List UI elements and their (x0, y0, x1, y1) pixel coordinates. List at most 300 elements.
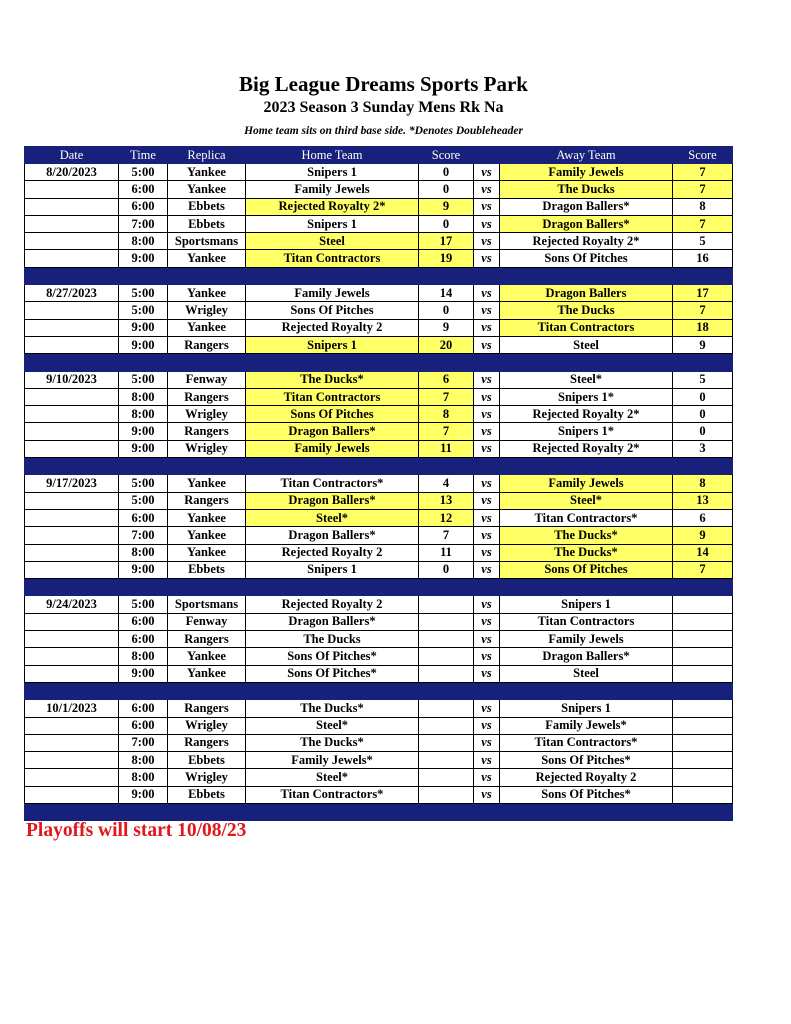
home-team-cell: Family Jewels (246, 440, 419, 457)
week-separator (25, 354, 733, 371)
vs-cell: vs (474, 509, 500, 526)
home-score-cell (419, 769, 474, 786)
vs-cell: vs (474, 786, 500, 803)
time-cell: 8:00 (119, 406, 168, 423)
away-score-cell: 7 (673, 181, 733, 198)
date-cell (25, 440, 119, 457)
field-cell: Ebbets (168, 752, 246, 769)
time-cell: 5:00 (119, 492, 168, 509)
away-team-cell: Snipers 1* (500, 423, 673, 440)
away-team-cell: Family Jewels (500, 475, 673, 492)
col-header-away-score: Score (673, 147, 733, 164)
date-cell (25, 388, 119, 405)
vs-cell: vs (474, 440, 500, 457)
vs-cell: vs (474, 769, 500, 786)
away-team-cell: Family Jewels* (500, 717, 673, 734)
home-team-cell: Sons Of Pitches (246, 406, 419, 423)
time-cell: 5:00 (119, 596, 168, 613)
away-team-cell: Titan Contractors* (500, 734, 673, 751)
time-cell: 8:00 (119, 648, 168, 665)
away-score-cell: 9 (673, 336, 733, 353)
field-cell: Ebbets (168, 786, 246, 803)
table-row (25, 700, 733, 717)
home-team-cell: Dragon Ballers* (246, 613, 419, 630)
vs-cell: vs (474, 596, 500, 613)
vs-cell: vs (474, 734, 500, 751)
home-score-cell: 7 (419, 423, 474, 440)
table-row (25, 717, 733, 734)
date-cell (25, 250, 119, 267)
vs-cell: vs (474, 752, 500, 769)
home-team-cell: Rejected Royalty 2 (246, 596, 419, 613)
time-cell: 9:00 (119, 665, 168, 682)
away-score-cell (673, 648, 733, 665)
home-team-cell: Dragon Ballers* (246, 527, 419, 544)
vs-cell: vs (474, 423, 500, 440)
home-team-cell: The Ducks* (246, 734, 419, 751)
field-cell: Rangers (168, 336, 246, 353)
away-team-cell: Snipers 1 (500, 596, 673, 613)
table-row (25, 752, 733, 769)
table-row (25, 388, 733, 405)
away-score-cell: 0 (673, 388, 733, 405)
field-cell: Rangers (168, 388, 246, 405)
vs-cell: vs (474, 613, 500, 630)
date-cell (25, 527, 119, 544)
time-cell: 9:00 (119, 336, 168, 353)
date-cell (25, 717, 119, 734)
away-score-cell: 5 (673, 371, 733, 388)
home-team-cell: Sons Of Pitches* (246, 648, 419, 665)
home-score-cell: 11 (419, 544, 474, 561)
field-cell: Wrigley (168, 440, 246, 457)
vs-cell: vs (474, 285, 500, 302)
field-cell: Yankee (168, 250, 246, 267)
away-score-cell (673, 700, 733, 717)
vs-cell: vs (474, 319, 500, 336)
table-row (25, 371, 733, 388)
home-team-cell: Family Jewels* (246, 752, 419, 769)
home-team-cell: Snipers 1 (246, 336, 419, 353)
home-team-cell: Steel* (246, 769, 419, 786)
table-row (25, 440, 733, 457)
field-cell: Ebbets (168, 198, 246, 215)
home-score-cell (419, 786, 474, 803)
field-cell: Sportsmans (168, 233, 246, 250)
away-team-cell: Snipers 1* (500, 388, 673, 405)
page-title: Big League Dreams Sports Park (239, 72, 528, 96)
field-cell: Yankee (168, 475, 246, 492)
away-team-cell: Steel* (500, 492, 673, 509)
week-separator (25, 803, 733, 820)
away-score-cell: 7 (673, 215, 733, 232)
vs-cell: vs (474, 475, 500, 492)
week-separator (25, 579, 733, 596)
date-cell (25, 198, 119, 215)
vs-cell: vs (474, 181, 500, 198)
week-separator (25, 458, 733, 475)
vs-cell: vs (474, 250, 500, 267)
away-team-cell: Dragon Ballers (500, 285, 673, 302)
vs-cell: vs (474, 164, 500, 181)
away-team-cell: Steel* (500, 371, 673, 388)
date-cell (25, 406, 119, 423)
home-team-cell: Rejected Royalty 2* (246, 198, 419, 215)
time-cell: 6:00 (119, 509, 168, 526)
field-cell: Rangers (168, 492, 246, 509)
date-cell (25, 631, 119, 648)
away-team-cell: Titan Contractors* (500, 509, 673, 526)
home-score-cell: 19 (419, 250, 474, 267)
field-cell: Yankee (168, 544, 246, 561)
table-row (25, 492, 733, 509)
table-row (25, 285, 733, 302)
time-cell: 8:00 (119, 544, 168, 561)
time-cell: 8:00 (119, 388, 168, 405)
time-cell: 5:00 (119, 475, 168, 492)
away-score-cell (673, 734, 733, 751)
home-score-cell: 12 (419, 509, 474, 526)
date-cell: 8/27/2023 (25, 285, 119, 302)
field-cell: Yankee (168, 285, 246, 302)
home-team-cell: The Ducks* (246, 371, 419, 388)
date-cell (25, 215, 119, 232)
date-cell (25, 786, 119, 803)
vs-cell: vs (474, 336, 500, 353)
field-cell: Yankee (168, 181, 246, 198)
home-team-cell: Titan Contractors (246, 250, 419, 267)
col-header-home-team: Home Team (246, 147, 419, 164)
col-header-date: Date (25, 147, 119, 164)
home-score-cell (419, 631, 474, 648)
schedule-body (25, 164, 733, 821)
vs-cell: vs (474, 527, 500, 544)
away-score-cell (673, 596, 733, 613)
table-row (25, 198, 733, 215)
table-row (25, 527, 733, 544)
away-team-cell: Sons Of Pitches (500, 561, 673, 578)
vs-cell: vs (474, 406, 500, 423)
table-row (25, 475, 733, 492)
schedule-table (24, 146, 733, 821)
home-team-cell: Snipers 1 (246, 215, 419, 232)
home-team-cell: Steel* (246, 509, 419, 526)
time-cell: 9:00 (119, 250, 168, 267)
week-separator (25, 682, 733, 699)
time-cell: 8:00 (119, 233, 168, 250)
away-team-cell: Rejected Royalty 2* (500, 440, 673, 457)
date-cell (25, 613, 119, 630)
away-team-cell: The Ducks (500, 181, 673, 198)
home-team-cell: Steel* (246, 717, 419, 734)
vs-cell: vs (474, 700, 500, 717)
field-cell: Rangers (168, 734, 246, 751)
away-score-cell: 3 (673, 440, 733, 457)
vs-cell: vs (474, 648, 500, 665)
field-cell: Yankee (168, 319, 246, 336)
away-score-cell: 9 (673, 527, 733, 544)
away-score-cell (673, 769, 733, 786)
away-team-cell: Dragon Ballers* (500, 198, 673, 215)
table-row (25, 786, 733, 803)
date-cell (25, 561, 119, 578)
page-subtitle: 2023 Season 3 Sunday Mens Rk Na (263, 99, 504, 116)
home-team-cell: Family Jewels (246, 285, 419, 302)
away-team-cell: Family Jewels (500, 164, 673, 181)
field-cell: Rangers (168, 423, 246, 440)
away-team-cell: Family Jewels (500, 631, 673, 648)
away-score-cell: 0 (673, 406, 733, 423)
table-row (25, 665, 733, 682)
time-cell: 9:00 (119, 319, 168, 336)
table-row (25, 509, 733, 526)
away-score-cell: 13 (673, 492, 733, 509)
vs-cell: vs (474, 631, 500, 648)
home-score-cell (419, 752, 474, 769)
vs-cell: vs (474, 717, 500, 734)
home-score-cell: 17 (419, 233, 474, 250)
time-cell: 7:00 (119, 734, 168, 751)
home-score-cell: 13 (419, 492, 474, 509)
date-cell (25, 181, 119, 198)
away-score-cell: 14 (673, 544, 733, 561)
time-cell: 5:00 (119, 371, 168, 388)
home-team-cell: Snipers 1 (246, 164, 419, 181)
table-row (25, 406, 733, 423)
home-team-cell: Titan Contractors* (246, 475, 419, 492)
time-cell: 5:00 (119, 164, 168, 181)
field-cell: Fenway (168, 613, 246, 630)
time-cell: 9:00 (119, 786, 168, 803)
table-row (25, 648, 733, 665)
home-team-cell: Rejected Royalty 2 (246, 319, 419, 336)
date-cell (25, 319, 119, 336)
away-team-cell: Sons Of Pitches (500, 250, 673, 267)
date-cell: 9/10/2023 (25, 371, 119, 388)
away-score-cell (673, 786, 733, 803)
home-score-cell: 6 (419, 371, 474, 388)
away-score-cell: 7 (673, 302, 733, 319)
table-row (25, 250, 733, 267)
date-cell (25, 665, 119, 682)
home-score-cell: 9 (419, 198, 474, 215)
time-cell: 6:00 (119, 700, 168, 717)
home-score-cell: 4 (419, 475, 474, 492)
away-team-cell: The Ducks* (500, 527, 673, 544)
home-score-cell: 0 (419, 215, 474, 232)
time-cell: 6:00 (119, 631, 168, 648)
vs-cell: vs (474, 492, 500, 509)
date-cell (25, 752, 119, 769)
home-score-cell: 14 (419, 285, 474, 302)
home-score-cell: 0 (419, 181, 474, 198)
table-row (25, 734, 733, 751)
home-team-cell: The Ducks* (246, 700, 419, 717)
date-cell (25, 302, 119, 319)
away-team-cell: Rejected Royalty 2* (500, 233, 673, 250)
home-score-cell (419, 665, 474, 682)
home-score-cell (419, 734, 474, 751)
away-team-cell: Titan Contractors (500, 319, 673, 336)
vs-cell: vs (474, 302, 500, 319)
home-score-cell: 8 (419, 406, 474, 423)
vs-cell: vs (474, 371, 500, 388)
away-score-cell: 18 (673, 319, 733, 336)
field-cell: Wrigley (168, 406, 246, 423)
away-score-cell (673, 665, 733, 682)
home-team-cell: Titan Contractors (246, 388, 419, 405)
home-score-cell: 7 (419, 388, 474, 405)
field-cell: Wrigley (168, 769, 246, 786)
home-team-cell: Dragon Ballers* (246, 423, 419, 440)
away-team-cell: Rejected Royalty 2 (500, 769, 673, 786)
home-score-cell: 0 (419, 302, 474, 319)
away-score-cell: 6 (673, 509, 733, 526)
time-cell: 9:00 (119, 561, 168, 578)
date-cell (25, 544, 119, 561)
col-header-away-team: Away Team (500, 147, 673, 164)
date-cell (25, 492, 119, 509)
field-cell: Ebbets (168, 215, 246, 232)
time-cell: 5:00 (119, 285, 168, 302)
field-cell: Wrigley (168, 717, 246, 734)
field-cell: Yankee (168, 527, 246, 544)
date-cell (25, 769, 119, 786)
away-team-cell: Snipers 1 (500, 700, 673, 717)
date-cell (25, 336, 119, 353)
home-score-cell: 11 (419, 440, 474, 457)
date-cell: 8/20/2023 (25, 164, 119, 181)
away-team-cell: Dragon Ballers* (500, 648, 673, 665)
home-score-cell (419, 648, 474, 665)
table-row (25, 769, 733, 786)
home-score-cell: 0 (419, 164, 474, 181)
time-cell: 8:00 (119, 769, 168, 786)
vs-cell: vs (474, 215, 500, 232)
away-score-cell (673, 631, 733, 648)
col-header-time: Time (119, 147, 168, 164)
date-cell: 9/24/2023 (25, 596, 119, 613)
time-cell: 9:00 (119, 440, 168, 457)
away-score-cell: 16 (673, 250, 733, 267)
away-team-cell: Rejected Royalty 2* (500, 406, 673, 423)
away-score-cell: 8 (673, 198, 733, 215)
time-cell: 6:00 (119, 181, 168, 198)
away-score-cell: 8 (673, 475, 733, 492)
home-score-cell: 9 (419, 319, 474, 336)
away-team-cell: Steel (500, 665, 673, 682)
home-team-cell: Sons Of Pitches (246, 302, 419, 319)
table-row (25, 181, 733, 198)
table-row (25, 631, 733, 648)
col-header-replica: Replica (168, 147, 246, 164)
header-row (25, 147, 733, 164)
home-team-cell: Rejected Royalty 2 (246, 544, 419, 561)
time-cell: 7:00 (119, 215, 168, 232)
field-cell: Yankee (168, 648, 246, 665)
table-row (25, 164, 733, 181)
home-score-cell (419, 717, 474, 734)
home-score-cell: 0 (419, 561, 474, 578)
away-score-cell (673, 717, 733, 734)
col-header-home-score: Score (419, 147, 474, 164)
away-team-cell: Sons Of Pitches* (500, 786, 673, 803)
time-cell: 8:00 (119, 752, 168, 769)
field-cell: Wrigley (168, 302, 246, 319)
away-score-cell: 0 (673, 423, 733, 440)
date-cell: 9/17/2023 (25, 475, 119, 492)
away-team-cell: Sons Of Pitches* (500, 752, 673, 769)
date-cell (25, 509, 119, 526)
field-cell: Rangers (168, 700, 246, 717)
away-score-cell: 7 (673, 164, 733, 181)
table-row (25, 423, 733, 440)
time-cell: 9:00 (119, 423, 168, 440)
vs-cell: vs (474, 198, 500, 215)
home-team-cell: The Ducks (246, 631, 419, 648)
home-score-cell: 7 (419, 527, 474, 544)
time-cell: 6:00 (119, 198, 168, 215)
home-team-cell: Family Jewels (246, 181, 419, 198)
date-cell (25, 734, 119, 751)
table-row (25, 233, 733, 250)
vs-cell: vs (474, 388, 500, 405)
home-team-cell: Steel (246, 233, 419, 250)
vs-cell: vs (474, 544, 500, 561)
away-score-cell: 5 (673, 233, 733, 250)
field-cell: Yankee (168, 665, 246, 682)
home-team-cell: Titan Contractors* (246, 786, 419, 803)
vs-cell: vs (474, 233, 500, 250)
time-cell: 5:00 (119, 302, 168, 319)
vs-cell: vs (474, 561, 500, 578)
away-team-cell: Steel (500, 336, 673, 353)
away-score-cell (673, 613, 733, 630)
field-cell: Fenway (168, 371, 246, 388)
home-score-cell: 20 (419, 336, 474, 353)
date-cell (25, 233, 119, 250)
field-cell: Yankee (168, 164, 246, 181)
table-row (25, 319, 733, 336)
date-cell (25, 648, 119, 665)
table-row (25, 613, 733, 630)
home-score-cell (419, 596, 474, 613)
date-cell: 10/1/2023 (25, 700, 119, 717)
field-cell: Rangers (168, 631, 246, 648)
away-team-cell: Titan Contractors (500, 613, 673, 630)
table-row (25, 561, 733, 578)
away-team-cell: The Ducks (500, 302, 673, 319)
home-score-cell (419, 613, 474, 630)
away-team-cell: Dragon Ballers* (500, 215, 673, 232)
date-cell (25, 423, 119, 440)
week-separator (25, 267, 733, 284)
home-team-cell: Sons Of Pitches* (246, 665, 419, 682)
away-team-cell: The Ducks* (500, 544, 673, 561)
table-row (25, 336, 733, 353)
time-cell: 7:00 (119, 527, 168, 544)
home-score-cell (419, 700, 474, 717)
table-row (25, 302, 733, 319)
table-row (25, 596, 733, 613)
away-score-cell: 17 (673, 285, 733, 302)
home-team-cell: Dragon Ballers* (246, 492, 419, 509)
time-cell: 6:00 (119, 613, 168, 630)
vs-cell: vs (474, 665, 500, 682)
schedule-note: Home team sits on third base side. *Denotes Doubleheader (244, 125, 523, 137)
col-header-vs (474, 147, 500, 164)
home-team-cell: Snipers 1 (246, 561, 419, 578)
